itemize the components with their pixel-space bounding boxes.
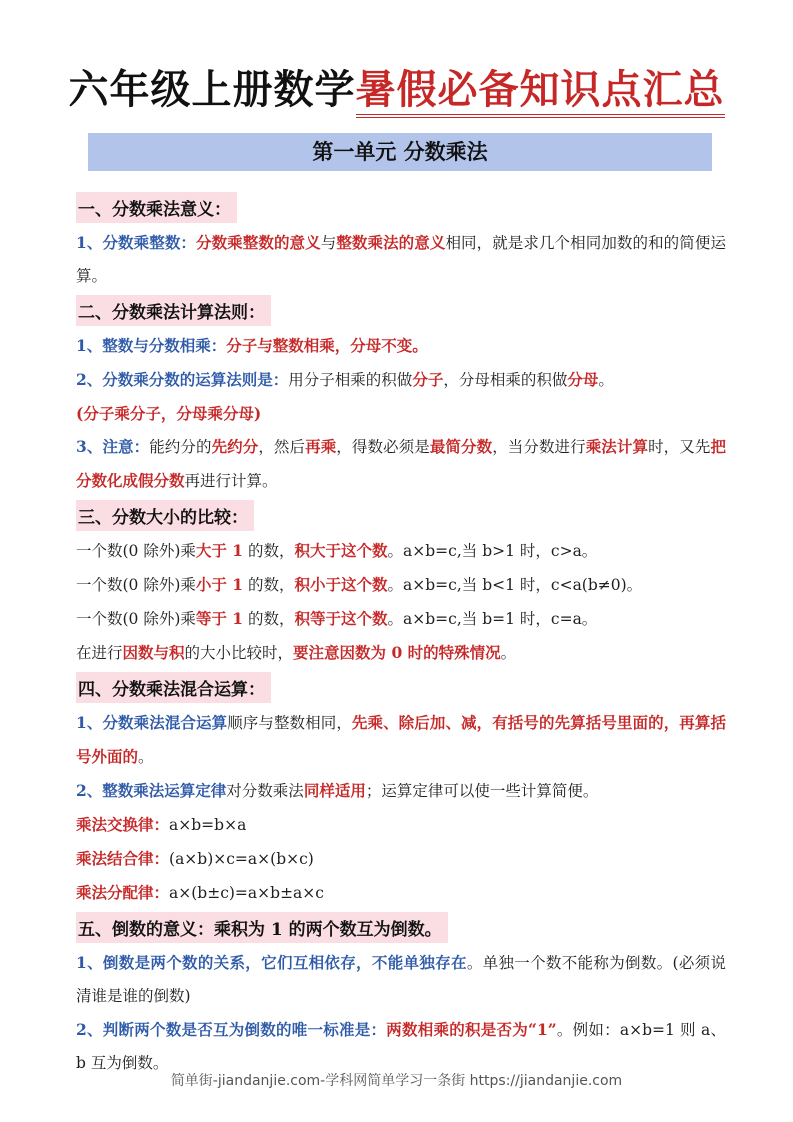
paragraph-2-2b: (分子乘分子，分母乘分母) [76,404,262,423]
comparison-line-1: 一个数(0 除外)乘大于 1 的数，积大于这个数。a×b=c,当 b>1 时，c>a。 [76,541,598,560]
section-heading-3: 三、分数大小的比较： [76,500,254,531]
law-commutative: 乘法交换律：a×b=b×a [76,815,247,834]
section-heading-1: 一、分数乘法意义： [76,192,237,223]
law-associative: 乘法结合律：(a×b)×c=a×(b×c) [76,849,314,868]
section-heading-5: 五、倒数的意义：乘积为 1 的两个数互为倒数。 [76,912,448,943]
comparison-line-2: 一个数(0 除外)乘小于 1 的数，积小于这个数。a×b=c,当 b<1 时，c<a(b≠0)。 [76,575,643,594]
paragraph-2-1: 1、整数与分数相乘：分子与整数相乘，分母不变。 [76,336,428,355]
page-title [0,58,793,115]
section-heading-2: 二、分数乘法计算法则： [76,295,271,326]
paragraph-5-1: 1、倒数是两个数的关系，它们互相依存，不能单独存在。单独一个数不能称为倒数。(必须说清谁是谁的倒数) [76,953,726,1005]
paragraph-4-1: 1、分数乘法混合运算顺序与整数相同，先乘、除后加、减，有括号的先算括号里面的，再算括号外面的。 [76,713,726,766]
paragraph-4-2: 2、整数乘法运算定律对分数乘法同样适用；运算定律可以使一些计算简便。 [76,781,599,800]
unit-banner: 第一单元 分数乘法 [88,133,712,171]
law-distributive: 乘法分配律：a×(b±c)=a×b±a×c [76,883,324,902]
paragraph-5-2: 2、判断两个数是否互为倒数的唯一标准是：两数相乘的积是否为“1”。例如：a×b=1 则 a、b 互为倒数。 [76,1020,726,1072]
paragraph-2-2: 2、分数乘分数的运算法则是：用分子相乘的积做分子，分母相乘的积做分母。 [76,370,614,389]
section-heading-4: 四、分数乘法混合运算： [76,672,271,703]
comparison-line-4: 在进行因数与积的大小比较时，要注意因数为 0 时的特殊情况。 [76,643,517,662]
comparison-line-3: 一个数(0 除外)乘等于 1 的数，积等于这个数。a×b=c,当 b=1 时，c=a。 [76,609,598,628]
paragraph-1-1: 1、分数乘整数：分数乘整数的意义与整数乘法的意义相同，就是求几个相同加数的和的简便运算。 [76,233,726,285]
content [76,190,726,1080]
footer-watermark: 简单街-jiandanjie.com-学科网简单学习一条街 https://jiandanjie.com [170,1073,623,1089]
title-main: 六年级上册数学 [68,67,356,113]
paragraph-2-3: 3、注意：能约分的先约分，然后再乘，得数必须是最简分数，当分数进行乘法计算时，又先把分数化成假分数再进行计算。 [76,437,726,490]
title-highlight: 暑假必备知识点汇总 [356,67,725,118]
